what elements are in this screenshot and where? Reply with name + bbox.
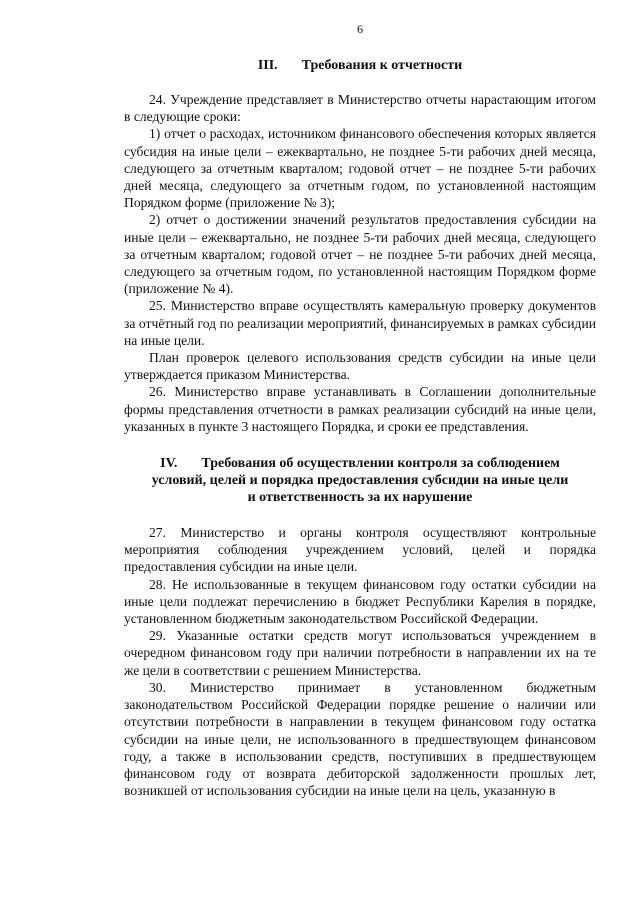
- paragraph-24: 24. Учреждение представляет в Министерство отчеты нарастающим итогом в следующие сроки:: [124, 92, 596, 125]
- section-number: III.: [257, 58, 278, 73]
- section-title-line-1: IV. Требования об осуществлении контроля за соблюдением: [160, 456, 560, 472]
- paragraph-25: 25. Министерство вправе осуществлять камеральную проверку документов за отчётный год по реализации мероприятий, финансируемых в рамках субсидии на иные цели.: [124, 298, 596, 348]
- page-number: 6: [357, 22, 363, 36]
- paragraph-24-item-2: 2) отчет о достижении значений результатов предоставления субсидии на иные цели – ежеквартально, не позднее 5-ти рабочих дней месяца, следующего за отчетным кварталом; годовой отчет – не позднее 5-ти рабочих дней месяца, следующего за отчетным годом, по установленной настоящим Порядком форме (приложение № 4).: [124, 212, 596, 297]
- section-heading-3: [124, 57, 596, 74]
- paragraph-inspection-plan: План проверок целевого использования средств субсидии на иные цели утверждается приказом Министерства.: [124, 350, 596, 383]
- section-heading-4: [124, 455, 596, 506]
- paragraph-28: 28. Не использованные в текущем финансовом году остатки субсидии на иные цели подлежат перечислению в бюджет Республики Карелия в порядке, установленном бюджетным законодательством Российской Федерации.: [124, 576, 596, 627]
- section-number: IV.: [160, 456, 178, 472]
- paragraph-26: 26. Министерство вправе устанавливать в Соглашении дополнительные формы представления отчетности в рамках реализации субсидий на иные цели, указанных в пункте 3 настоящего Порядка, и сроки ее представления.: [124, 384, 596, 434]
- section-title-line-3: и ответственность за их нарушение: [247, 490, 473, 506]
- paragraph-24-item-1: 1) отчет о расходах, источником финансового обеспечения которых является субсидия на иные цели – ежеквартально, не позднее 5-ти рабочих дней месяца, следующего за отчетным кварталом; годовой отчет – не позднее 5-ти рабочих дней месяца, следующего за отчетным годом, по установленной настоящим Порядком форме (приложение № 3);: [124, 126, 596, 211]
- section-title: Требования к отчетности: [301, 58, 463, 73]
- paragraph-29: 29. Указанные остатки средств могут использоваться учреждением в очередном финансовом году при наличии потребности в направлении их на те же цели в соответствии с решением Министерства.: [124, 628, 596, 678]
- paragraph-30: 30. Министерство принимает в установленном бюджетным законодательством Российской Федерации порядке решение о наличии или отсутствии потребности в направлении в текущем финансовом году остатка субсидии на иные цели, не использованного в предшествующем финансовом году, а также в использовании средств, поступивших в предшествующем финансовом году от возврата дебиторской задолженности прошлых лет, возникшей от использования субсидии на иные цели на цель, указанную в: [124, 679, 596, 799]
- paragraph-27: 27. Министерство и органы контроля осуществляют контрольные мероприятия соблюдения учреждением условий, целей и порядка предоставления субсидии на иные цели.: [124, 525, 596, 575]
- section-title-line-2: условий, целей и порядка предоставления субсидии на иные цели: [151, 473, 569, 489]
